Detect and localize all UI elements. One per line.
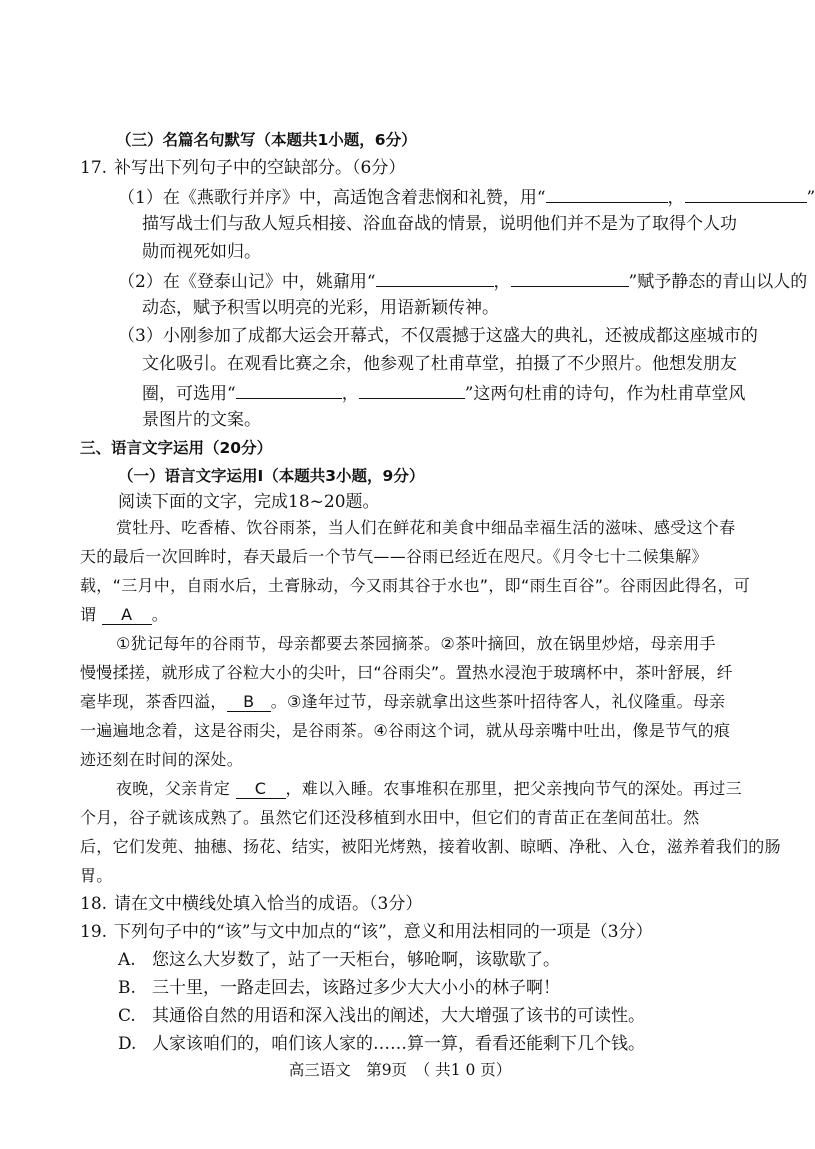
text: ，难以入睡。农事堆积在那里，把父亲拽向节气的深处。再过三 bbox=[285, 779, 742, 798]
passage-line: ①犹记每年的谷雨节，母亲都要去茶园摘茶。②茶叶摘回，放在锅里炒焙，母亲用手 bbox=[116, 634, 716, 653]
page-footer: 高三语文 第9页 （ 共1 0 页） bbox=[288, 1061, 512, 1079]
text: ” bbox=[806, 188, 815, 208]
question-number: 18. bbox=[80, 894, 108, 914]
passage-line: 胃。 bbox=[80, 866, 113, 885]
blank-b[interactable]: B bbox=[227, 693, 271, 712]
text: （1）在《燕歌行并序》中，高适饱含着悲悯和礼赞，用“ bbox=[118, 188, 546, 208]
text: ”赋予静态的青山以人的 bbox=[628, 272, 808, 292]
text: ， bbox=[493, 272, 511, 292]
passage-line: 赏牡丹、吃香椿、饮谷雨茶，当人们在鲜花和美食中细品幸福生活的滋味、感受这个春 bbox=[116, 518, 736, 537]
q17-item1-line1 bbox=[118, 184, 815, 210]
q17-item2-line2: 动态，赋予积雪以明亮的光彩，用语新颖传神。 bbox=[142, 298, 499, 318]
answer-blank[interactable] bbox=[376, 268, 494, 287]
passage-line: 天的最后一次回眸时，春天最后一个节气——谷雨已经近在咫尺。《月令七十二候集解》 bbox=[80, 547, 708, 566]
option-label: A. bbox=[118, 950, 136, 970]
option-label: D. bbox=[118, 1034, 137, 1054]
text: 圈，可选用“ bbox=[142, 384, 236, 404]
passage-line: 一遍遍地念着，这是谷雨尖，是谷雨茶。④谷雨这个词，就从母亲嘴中吐出，像是节气的痕 bbox=[80, 721, 731, 740]
text: 毫毕现，茶香四溢， bbox=[80, 692, 227, 711]
passage-line: 慢慢揉搓，就形成了谷粒大小的尖叶，曰“谷雨尖”。置热水浸泡于玻璃杯中，茶叶舒展，纤 bbox=[80, 663, 733, 682]
passage-line-blank-b bbox=[80, 690, 725, 714]
passage-line: 迹还刻在时间的深处。 bbox=[80, 750, 244, 769]
q17-item3-line2: 文化吸引。在观看比赛之余，他参观了杜甫草堂，拍摄了不少照片。他想发朋友 bbox=[142, 354, 737, 374]
passage-instruction: 阅读下面的文字，完成18~20题。 bbox=[118, 492, 380, 512]
option-text: 人家该咱们的，咱们该人家的……算一算，看看还能剩下几个钱。 bbox=[152, 1034, 645, 1054]
answer-blank[interactable] bbox=[685, 184, 807, 203]
question-number: 19. bbox=[80, 922, 108, 942]
answer-blank[interactable] bbox=[546, 184, 668, 203]
q17-item3-line3 bbox=[142, 380, 745, 406]
q17-item1-line3: 勋而视死如归。 bbox=[142, 242, 261, 262]
passage-line-blank-c bbox=[116, 777, 742, 801]
question-17-stem bbox=[80, 156, 405, 180]
q19-option-a[interactable] bbox=[118, 948, 560, 972]
q17-item3-line1: （3）小刚参加了成都大运会开幕式，不仅震撼于这盛大的典礼，还被成都这座城市的 bbox=[118, 326, 758, 346]
question-text: 补写出下列句子中的空缺部分。（6分） bbox=[114, 158, 406, 178]
q19-option-c[interactable] bbox=[118, 1004, 645, 1028]
option-text: 其通俗自然的用语和深入浅出的阐述，大大增强了该书的可读性。 bbox=[152, 1006, 645, 1026]
option-label: C. bbox=[118, 1006, 136, 1026]
question-19 bbox=[80, 920, 653, 944]
passage-line-blank-a bbox=[80, 603, 168, 627]
part-3-heading: 三、语言文字运用（20分） bbox=[80, 439, 273, 457]
text: ， bbox=[667, 188, 685, 208]
text: 夜晚，父亲肯定 bbox=[116, 779, 231, 798]
answer-blank[interactable] bbox=[511, 268, 629, 287]
text: （2）在《登泰山记》中，姚鼐用“ bbox=[118, 272, 376, 292]
question-number: 17. bbox=[80, 158, 108, 178]
q19-option-b[interactable] bbox=[118, 976, 560, 1000]
text: ”这两句杜甫的诗句，作为杜甫草堂风 bbox=[464, 384, 746, 404]
answer-blank[interactable] bbox=[236, 380, 342, 399]
question-text: 请在文中横线处填入恰当的成语。（3分） bbox=[114, 894, 423, 914]
option-text: 您这么大岁数了，站了一天柜台，够呛啊，该歇歇了。 bbox=[152, 950, 560, 970]
text: 。 bbox=[151, 605, 169, 624]
text: ， bbox=[341, 384, 359, 404]
question-text: 下列句子中的“该”与文中加点的“该”，意义和用法相同的一项是（3分） bbox=[114, 922, 653, 942]
blank-c[interactable]: C bbox=[236, 780, 286, 799]
blank-a[interactable]: A bbox=[102, 606, 152, 625]
text: 。③逢年过节，母亲就拿出这些茶叶招待客人，礼仪隆重。母亲 bbox=[270, 692, 726, 711]
answer-blank[interactable] bbox=[359, 380, 465, 399]
q17-item1-line2: 描写战士们与敌人短兵相接、浴血奋战的情景，说明他们并不是为了取得个人功 bbox=[142, 214, 737, 234]
option-label: B. bbox=[118, 978, 136, 998]
q17-item2-line1 bbox=[118, 268, 807, 294]
passage-line: 后，它们发蔸、抽穗、扬花、结实，被阳光烤熟，接着收割、晾晒、净秕、入仓，滋养着我们的肠 bbox=[80, 837, 781, 856]
section-3-subheading: （三）名篇名句默写（本题共1小题，6分） bbox=[116, 131, 417, 149]
passage-line: 载，“三月中，自雨水后，土膏脉动，今又雨其谷于水也”，即“雨生百谷”。谷雨因此得名，可 bbox=[80, 576, 751, 595]
part-3-subheading: （一）语言文字运用Ⅰ（本题共3小题，9分） bbox=[118, 467, 425, 485]
question-18 bbox=[80, 892, 422, 916]
passage-line: 个月，谷子就该成熟了。虽然它们还没移植到水田中，但它们的青苗正在垄间茁壮。然 bbox=[80, 808, 700, 827]
option-text: 三十里，一路走回去，该路过多少大大小小的林子啊！ bbox=[152, 978, 560, 998]
q19-option-d[interactable] bbox=[118, 1032, 645, 1056]
q17-item3-line4: 景图片的文案。 bbox=[142, 410, 261, 430]
text: 谓 bbox=[80, 605, 97, 624]
